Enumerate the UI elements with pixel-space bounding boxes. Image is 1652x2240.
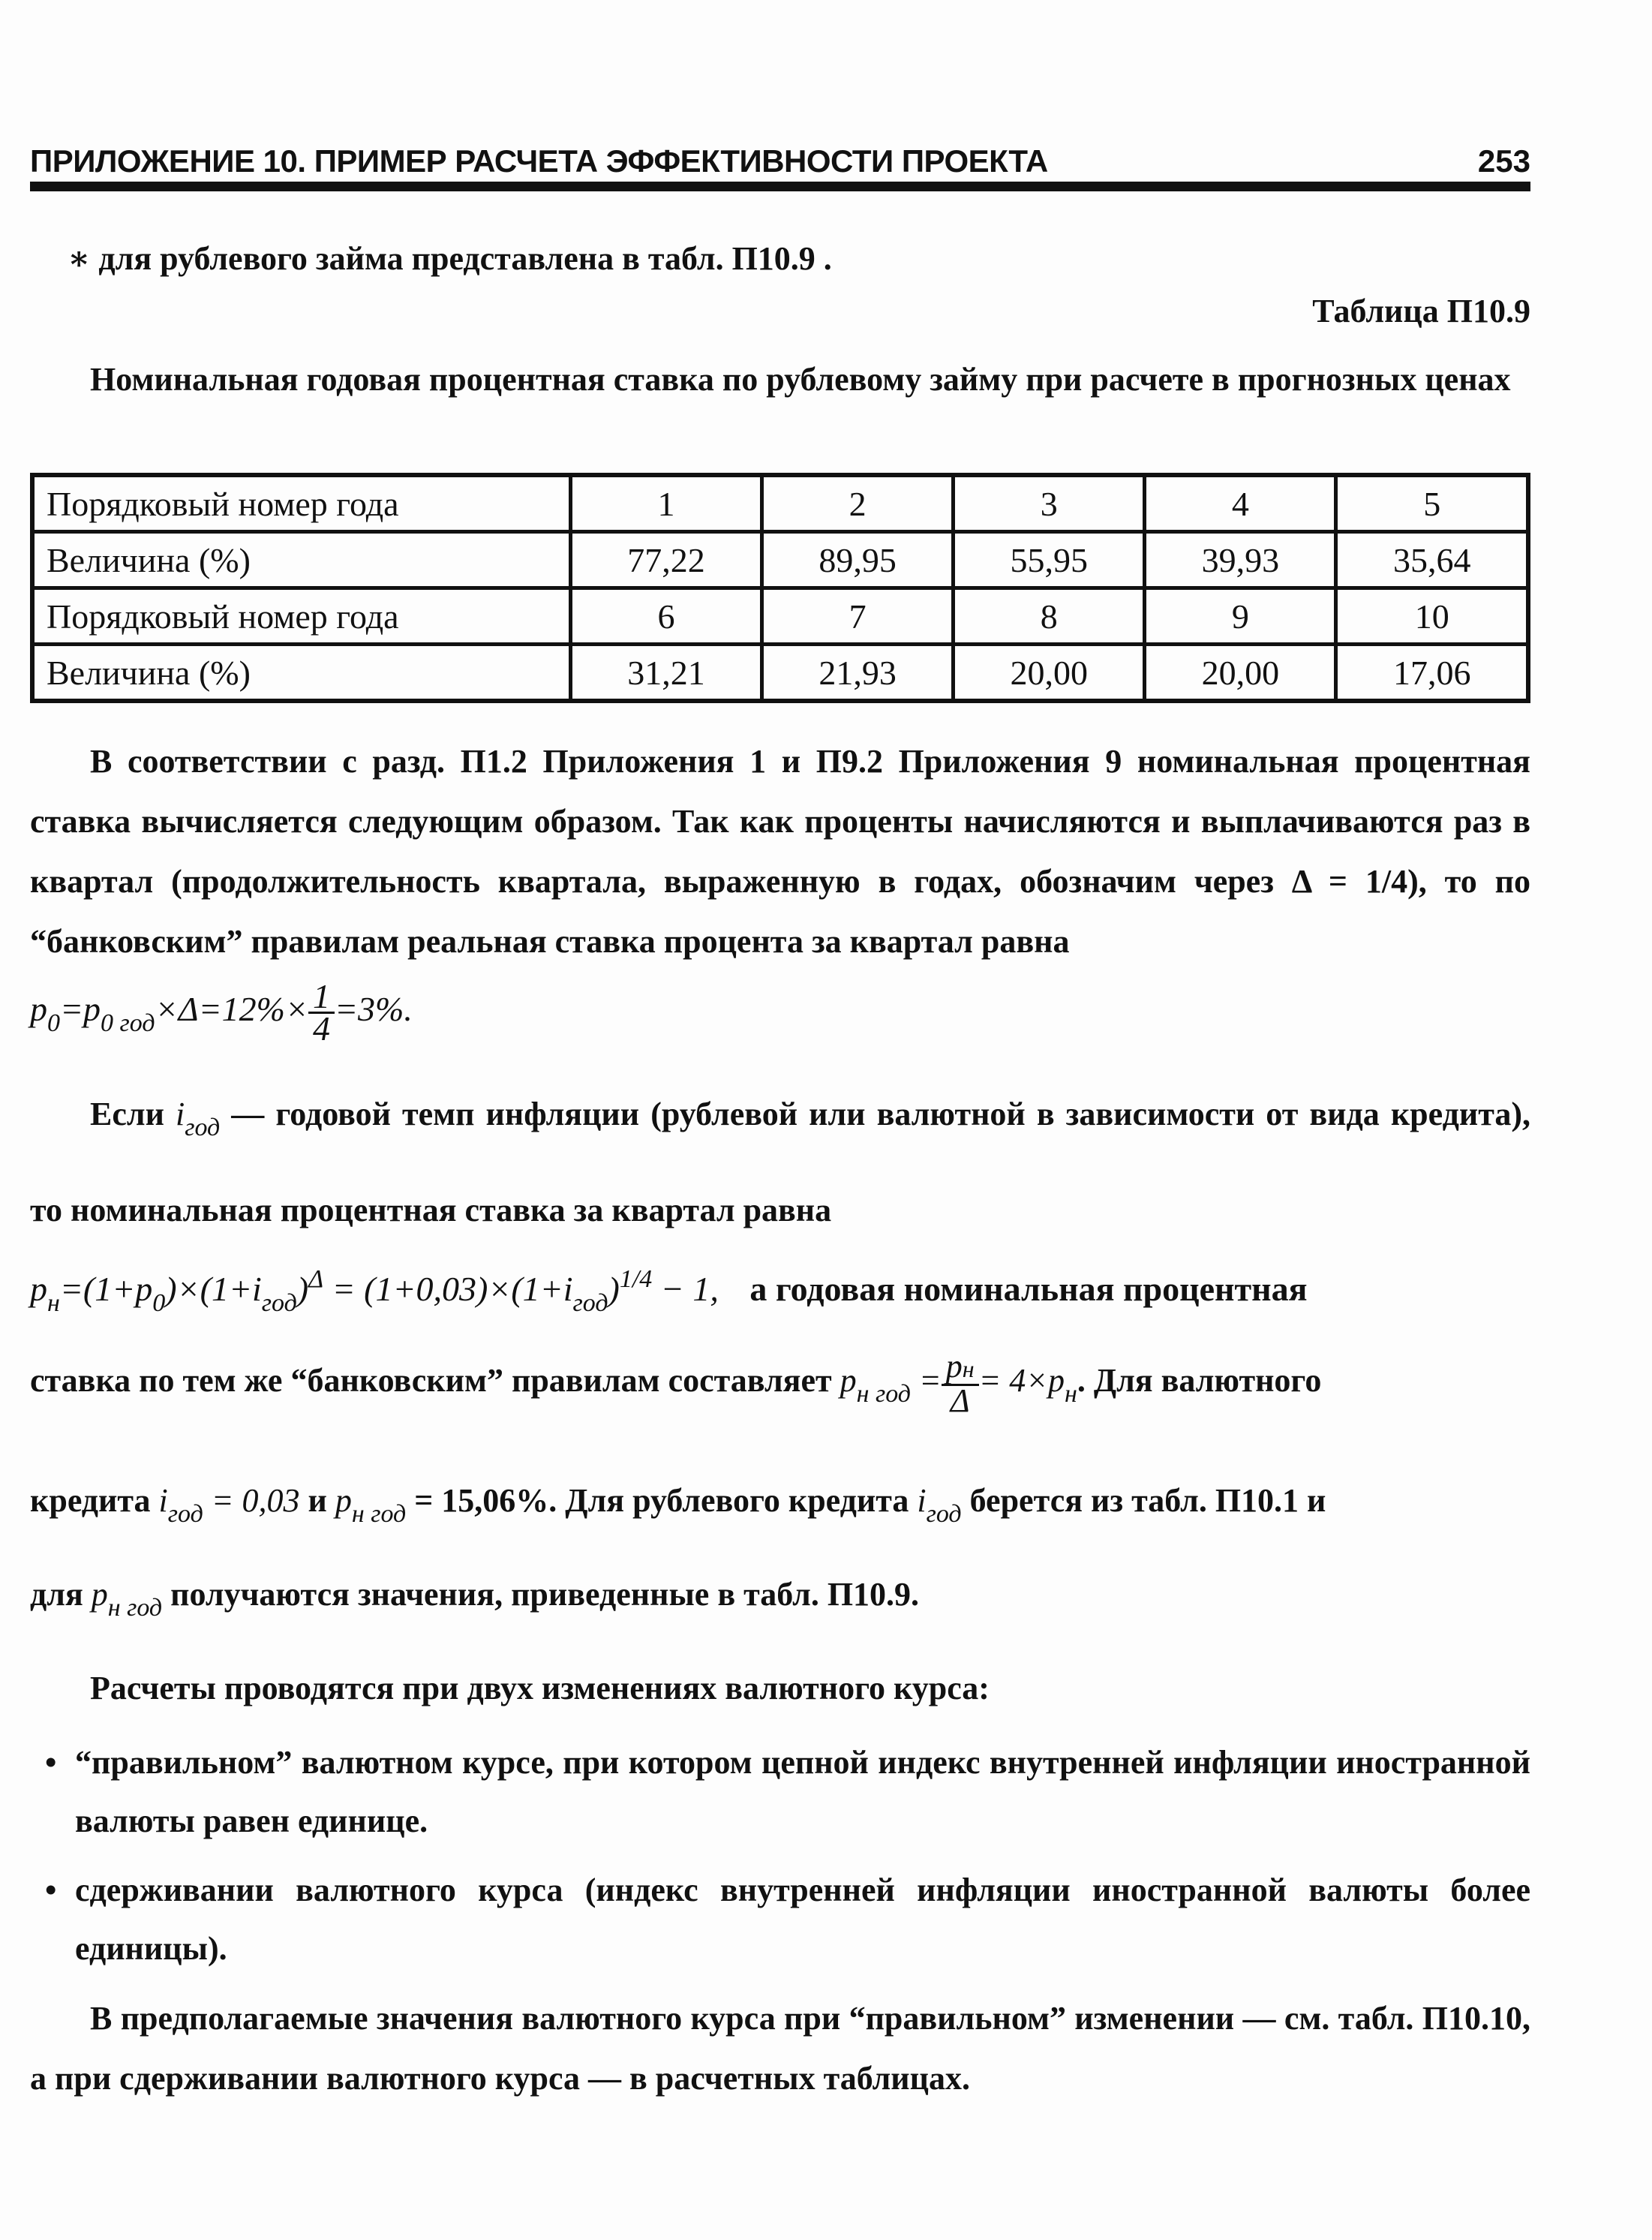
table-cell: 20,00 [1145, 645, 1336, 702]
table-cell: 39,93 [1145, 532, 1336, 588]
intro-line: ∗ для рублевого займа представлена в табл. П10.9 . [68, 240, 832, 277]
table-cell: 20,00 [954, 645, 1145, 702]
table-label: Таблица П10.9 [1312, 293, 1530, 329]
table-cell: 77,22 [571, 532, 762, 588]
paragraph-exchange-cases: Расчеты проводятся при двух изменениях валютного курса: [90, 1670, 990, 1706]
table-cell: 7 [762, 588, 954, 645]
table-cell: 6 [571, 588, 762, 645]
running-header [30, 139, 1530, 191]
table-cell: 55,95 [954, 532, 1145, 588]
paragraph-method: В соответствии с разд. П1.2 Приложения 1 и П9.2 Приложения 9 номинальная процентная ставка вычисляется следующим образом. Так как проценты начисляются и выплачиваются раз в квартал (продолжительность квартала, выраженную в годах, обозначим через Δ = 1/4), то по “банковским” правилам реальная ставка процента за квартал равна [30, 743, 1530, 960]
list-item [45, 1733, 1530, 1851]
table-cell: 31,21 [571, 645, 762, 702]
table-cell: 8 [954, 588, 1145, 645]
table-cell: 17,06 [1336, 645, 1528, 702]
header-title: ПРИЛОЖЕНИЕ 10. ПРИМЕР РАСЧЕТА ЭФФЕКТИВНОСТИ ПРОЕКТА [30, 143, 1048, 179]
list-item-text: сдерживании валютного курса (индекс внутренней инфляции иностранной валюты более единицы). [75, 1872, 1530, 1967]
list-item-text: “правильном” валютном курсе, при котором цепной индекс внутренней инфляции иностранной валюты равен единице. [75, 1744, 1530, 1839]
table-row [32, 532, 1528, 588]
table-caption: Номинальная годовая процентная ставка по рублевому займу при расчете в прогнозных ценах [90, 361, 1511, 398]
table-cell: 9 [1145, 588, 1336, 645]
table-cell: 10 [1336, 588, 1528, 645]
table-cell: 1 [571, 475, 762, 532]
row-label: Величина (%) [32, 645, 571, 702]
bullet-icon: • [45, 1744, 57, 1781]
table-cell: 35,64 [1336, 532, 1528, 588]
row-label: Величина (%) [32, 532, 571, 588]
formula-quarter-rate: $p_0=p_{0 год}\times\Delta=12\%\times$ $\frac{1}{4}$ =3%. [30, 976, 413, 1048]
bullet-icon: • [45, 1872, 57, 1908]
paragraph-values: для $p_{н год}$ получаются значения, приведенные в табл. П10.9. [30, 1576, 920, 1622]
table-cell: 21,93 [762, 645, 954, 702]
paragraph-inflation: Если $i_{год}$ — годовой темп инфляции (рублевой или валютной в зависимости от вида кредита), то номинальная процентная ставка за квартал равна [30, 1096, 1530, 1228]
row-label: Порядковый номер года [32, 588, 571, 645]
paragraph-exchange-values: В предполагаемые значения валютного курса при “правильном” изменении — см. табл. П10.10, а при сдерживании валютного курса — в расчетных таблицах. [30, 2000, 1530, 2097]
paragraph-currency-credit: кредита $i_{год} = 0,03$ и $p_{н год} = 15,06\%$. Для рублевого кредита $i_{год}$ берется из табл. П10.1 и [30, 1482, 1326, 1528]
table-cell: 4 [1145, 475, 1336, 532]
table-row [32, 645, 1528, 702]
paragraph-annual-rate: ставка по тем же “банковским” правилам составляет $p_{н год}$ = $\frac{pн}{\Delta}$ = $4\times p_н$. Для валютного [30, 1347, 1322, 1419]
list-item [45, 1861, 1530, 1978]
table-cell: 3 [954, 475, 1145, 532]
table-cell: 2 [762, 475, 954, 532]
table-row [32, 475, 1528, 532]
header-rule [30, 182, 1530, 191]
rate-table [30, 473, 1530, 703]
row-label: Порядковый номер года [32, 475, 571, 532]
table-cell: 5 [1336, 475, 1528, 532]
table-row [32, 588, 1528, 645]
table-cell: 89,95 [762, 532, 954, 588]
formula-nominal-quarter: $p_н=(1+p_0)\times(1+i_{год})^\Delta = (1+0,03)\times(1+i_{год})^{1/4} - 1$, а годовая номинальная процентная [30, 1265, 1308, 1317]
page-number: 253 [1477, 143, 1530, 179]
